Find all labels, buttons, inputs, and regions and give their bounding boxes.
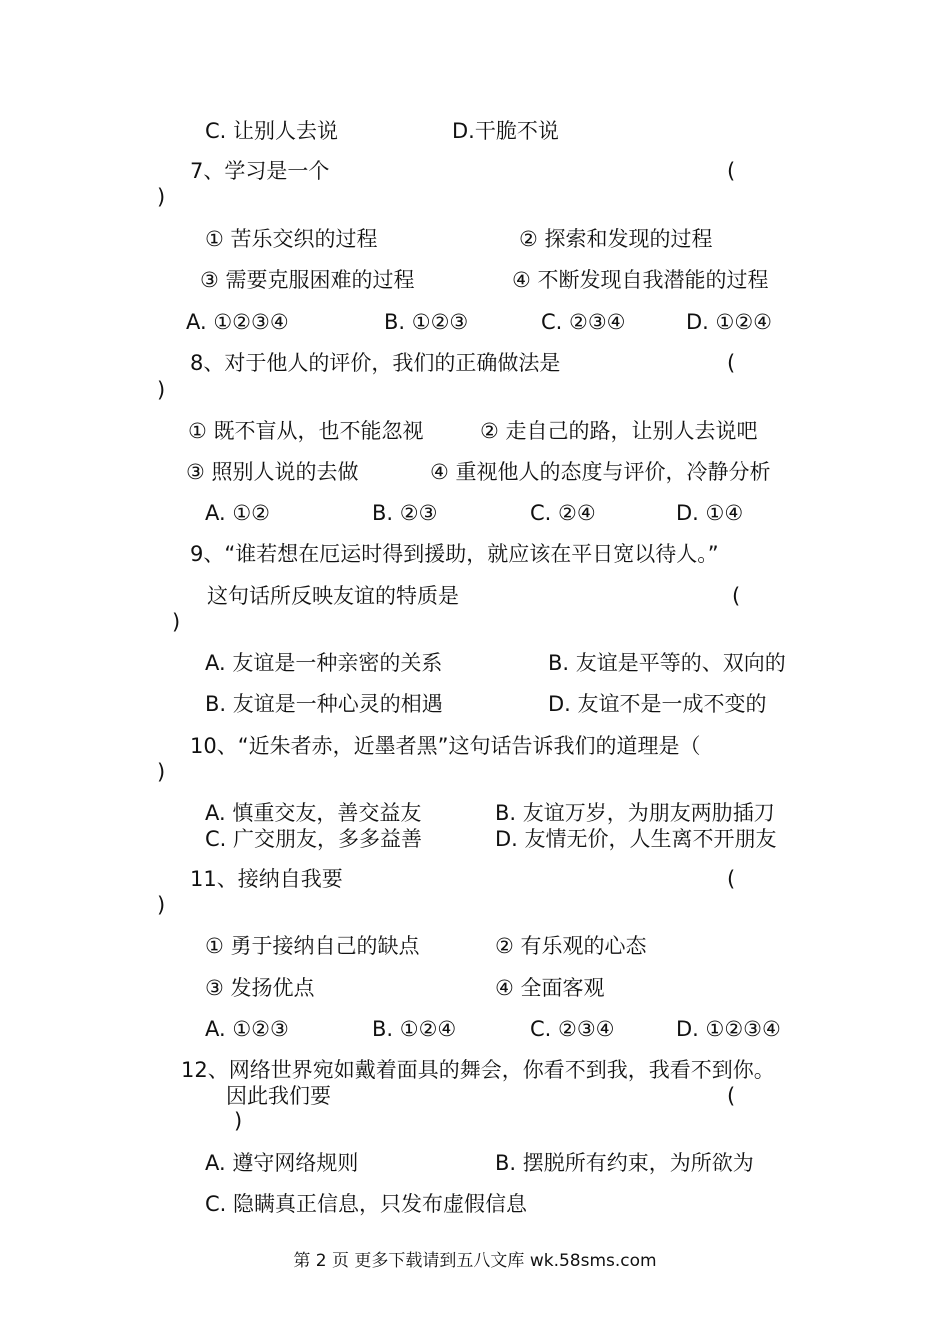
q7-item-4: ④ 不断发现自我潜能的过程 (512, 268, 769, 292)
q6-option-c: C. 让别人去说 (205, 119, 339, 143)
q8-option-d: D. ①④ (676, 501, 744, 525)
q11-option-c: C. ②③④ (530, 1017, 615, 1041)
q8-option-b: B. ②③ (372, 501, 438, 525)
q9-option-a: A. 友谊是一种亲密的关系 (205, 651, 443, 675)
q12-option-c: C. 隐瞒真正信息，只发布虚假信息 (205, 1192, 528, 1216)
q8-item-4: ④ 重视他人的态度与评价，冷静分析 (430, 460, 771, 484)
q9-bracket-open: ( (732, 584, 741, 608)
q10-bracket-close: ) (157, 760, 166, 784)
q12-bracket-open: ( (727, 1084, 736, 1108)
q7-option-d: D. ①②④ (686, 310, 772, 334)
question-9-line-2: 这句话所反映友谊的特质是 (207, 584, 459, 608)
q7-item-1: ① 苦乐交织的过程 (205, 227, 378, 251)
q8-item-3: ③ 照别人说的去做 (186, 460, 359, 484)
q11-item-1: ① 勇于接纳自己的缺点 (205, 934, 420, 958)
page-footer: 第 2 页 更多下载请到五八文库 wk.58sms.com (293, 1251, 657, 1271)
question-11: 11、接纳自我要 (190, 867, 343, 891)
question-9: 9、“谁若想在厄运时得到援助，就应该在平日宽以待人。” (190, 542, 719, 566)
q9-option-c: B. 友谊是一种心灵的相遇 (205, 692, 443, 716)
q8-bracket-open: ( (727, 351, 736, 375)
q11-item-3: ③ 发扬优点 (205, 976, 315, 1000)
q11-item-2: ② 有乐观的心态 (495, 934, 647, 958)
question-7: 7、学习是一个 (190, 159, 330, 183)
q7-item-3: ③ 需要克服困难的过程 (200, 268, 415, 292)
q11-option-d: D. ①②③④ (676, 1017, 781, 1041)
q9-bracket-close: ) (172, 610, 181, 634)
q12-bracket-close: ) (234, 1109, 243, 1133)
q7-option-c: C. ②③④ (541, 310, 626, 334)
q7-bracket-open: ( (727, 159, 736, 183)
q7-option-b: B. ①②③ (384, 310, 469, 334)
q7-bracket-close: ) (157, 185, 166, 209)
q6-option-d: D.干脆不说 (452, 119, 559, 143)
q10-option-b: B. 友谊万岁，为朋友两肋插刀 (495, 801, 775, 825)
question-12: 12、网络世界宛如戴着面具的舞会，你看不到我，我看不到你。 (181, 1058, 775, 1082)
q11-bracket-open: ( (727, 867, 736, 891)
q12-option-a: A. 遵守网络规则 (205, 1151, 359, 1175)
q11-bracket-close: ) (157, 893, 166, 917)
q11-option-b: B. ①②④ (372, 1017, 457, 1041)
q7-item-2: ② 探索和发现的过程 (519, 227, 713, 251)
q11-item-4: ④ 全面客观 (495, 976, 605, 1000)
q7-option-a: A. ①②③④ (186, 310, 289, 334)
q9-option-d: D. 友谊不是一成不变的 (548, 692, 767, 716)
q8-item-1: ① 既不盲从，也不能忽视 (188, 419, 424, 443)
q10-option-a: A. 慎重交友，善交益友 (205, 801, 422, 825)
q12-option-b: B. 摆脱所有约束，为所欲为 (495, 1151, 754, 1175)
q11-option-a: A. ①②③ (205, 1017, 289, 1041)
q9-option-b: B. 友谊是平等的、双向的 (548, 651, 786, 675)
q8-option-a: A. ①② (205, 501, 270, 525)
q8-item-2: ② 走自己的路，让别人去说吧 (480, 419, 758, 443)
q8-bracket-close: ) (157, 378, 166, 402)
question-12-line-2: 因此我们要 (226, 1084, 331, 1108)
q10-option-c: C. 广交朋友，多多益善 (205, 827, 423, 851)
q10-option-d: D. 友情无价，人生离不开朋友 (495, 827, 777, 851)
question-10: 10、“近朱者赤，近墨者黑”这句话告诉我们的道理是（ (190, 734, 701, 758)
q8-option-c: C. ②④ (530, 501, 596, 525)
question-8: 8、对于他人的评价，我们的正确做法是 (190, 351, 561, 375)
